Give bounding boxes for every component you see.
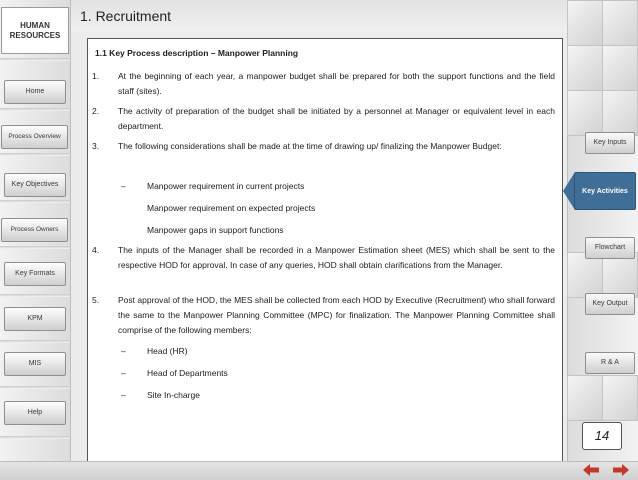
divider xyxy=(0,340,70,343)
item-text: At the beginning of each year, a manpower budget shall be prepared for both the support functions and the field staff (sites). xyxy=(118,71,555,96)
divider xyxy=(0,58,70,61)
decor-tile xyxy=(567,375,603,421)
divider xyxy=(0,200,70,203)
tab-r-and-a[interactable]: R & A xyxy=(585,352,635,374)
dash-marker: – xyxy=(121,368,126,378)
list-item xyxy=(92,104,555,134)
sub-item-text: Manpower gaps in support functions xyxy=(147,225,284,235)
sidebar-item-process-owners[interactable]: Process Owners xyxy=(1,218,68,242)
item-number: 1. xyxy=(92,71,100,81)
section-heading: 1.1 Key Process description – Manpower Planning xyxy=(95,48,299,58)
sidebar-item-process-overview[interactable]: Process Overview xyxy=(1,125,68,149)
sidebar-item-help[interactable]: Help xyxy=(4,401,66,425)
tab-key-output[interactable]: Key Output xyxy=(585,293,635,315)
sidebar-item-key-objectives[interactable]: Key Objectives xyxy=(4,173,66,197)
footer-bar xyxy=(0,461,638,480)
item-number: 5. xyxy=(92,295,100,305)
divider xyxy=(0,108,70,111)
list-item xyxy=(92,243,555,273)
content-panel xyxy=(87,38,563,462)
arrow-left-icon[interactable] xyxy=(583,464,599,476)
page-number: 14 xyxy=(582,422,622,450)
item-text: The following considerations shall be made at the time of drawing up/ finalizing the Manpower Budget: xyxy=(118,141,502,151)
decor-tile xyxy=(567,90,603,136)
decor-tile xyxy=(602,90,638,136)
sub-item-text: Manpower requirement on expected projects xyxy=(147,203,316,213)
decor-tile xyxy=(602,375,638,421)
decor-tile xyxy=(567,45,603,91)
dash-marker: – xyxy=(121,346,126,356)
divider xyxy=(0,153,70,156)
item-number: 2. xyxy=(92,106,100,116)
divider xyxy=(0,436,70,439)
item-text: The inputs of the Manager shall be recorded in a Manpower Estimation sheet (MES) which shall be sent to the respective HOD for approval. In case of any queries, HOD shall obtain clarifications from the Manager. xyxy=(118,245,555,270)
item-text: The activity of preparation of the budget shall be initiated by a personnel at Manager or equivalent level in each department. xyxy=(118,106,555,131)
tab-flowchart[interactable]: Flowchart xyxy=(585,237,635,259)
sub-item-text: Site In-charge xyxy=(147,390,200,400)
tab-key-inputs[interactable]: Key Inputs xyxy=(585,132,635,154)
sidebar-item-mis[interactable]: MIS xyxy=(4,352,66,376)
item-number: 4. xyxy=(92,245,100,255)
decor-tile xyxy=(567,0,603,46)
dash-marker: – xyxy=(121,181,126,191)
sub-item-text: Manpower requirement in current projects xyxy=(147,181,305,191)
page-title: 1. Recruitment xyxy=(80,8,172,24)
tab-key-activities[interactable]: Key Activities xyxy=(574,172,636,210)
list-item xyxy=(92,139,555,154)
item-text: Post approval of the HOD, the MES shall be collected from each HOD by Executive (Recruitment) who shall forward the same to the Manpower Planning Committee (MPC) for finalization. The Manpower Planning Committee shall comprise of the following members: xyxy=(118,295,555,335)
divider xyxy=(0,246,70,249)
item-number: 3. xyxy=(92,141,100,151)
section-label: HUMAN RESOURCES xyxy=(1,7,69,54)
list-item xyxy=(92,293,555,338)
dash-marker: – xyxy=(121,390,126,400)
sub-item-text: Head of Departments xyxy=(147,368,228,378)
decor-tile xyxy=(602,0,638,46)
divider xyxy=(0,294,70,297)
arrow-right-icon[interactable] xyxy=(613,464,629,476)
divider xyxy=(0,386,70,389)
sub-item-text: Head (HR) xyxy=(147,346,188,356)
sidebar-item-key-formats[interactable]: Key Formats xyxy=(4,262,66,286)
list-item xyxy=(92,69,555,99)
sidebar-item-home[interactable]: Home xyxy=(4,80,66,104)
decor-tile xyxy=(602,45,638,91)
sidebar-item-kpm[interactable]: KPM xyxy=(4,307,66,331)
